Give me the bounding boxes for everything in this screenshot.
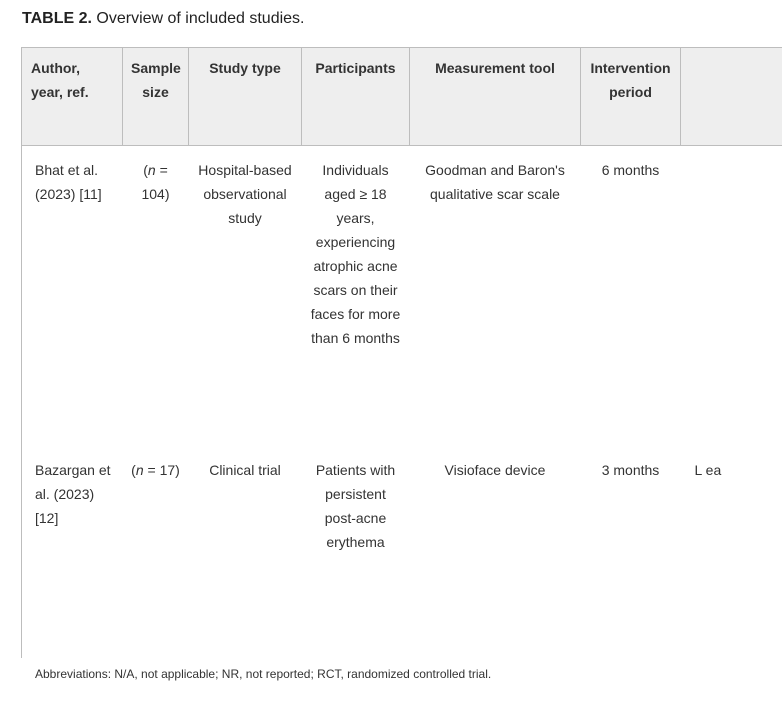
table-row	[22, 446, 782, 658]
cell-measurement-tool: Goodman and Baron's qualitative scar scale	[425, 162, 565, 202]
table-title: Overview of included studies.	[96, 10, 305, 27]
cell-study-type: Clinical trial	[209, 462, 281, 478]
cell-sample-size: (n = 104)	[141, 162, 170, 202]
sample-value: = 17)	[143, 462, 180, 478]
sample-value: = 104)	[141, 162, 170, 202]
cell-author: Bhat et al. (2023) [11]	[22, 146, 123, 447]
cell-author: Bazargan et al. (2023) [12]	[22, 446, 123, 658]
table-scroll-container[interactable]	[21, 47, 722, 647]
table-footnote: Abbreviations: N/A, not applicable; NR, not reported; RCT, randomized controlled trial.	[35, 667, 492, 681]
table-caption	[22, 10, 305, 28]
table-header-row	[22, 48, 782, 146]
cell-intervention-period: 3 months	[601, 462, 660, 478]
table-label: TABLE 2.	[22, 10, 92, 27]
n-symbol: n	[147, 162, 156, 178]
cell-intervention-period: 6 months	[601, 162, 660, 178]
header-sample-size: Sample size	[123, 48, 189, 146]
header-study-type: Study type	[189, 48, 302, 146]
cell-participants: Individuals aged ≥ 18 years, experiencing atrophic acne scars on their faces for more than 6 months	[310, 162, 401, 346]
header-truncated	[681, 48, 782, 146]
cell-truncated	[681, 146, 782, 447]
studies-table	[21, 47, 782, 658]
header-participants: Participants	[302, 48, 410, 146]
cell-sample-size: (n = 17)	[131, 462, 180, 478]
cell-participants: Patients with persistent post-acne erythema	[315, 462, 396, 550]
table-row	[22, 146, 782, 447]
cell-measurement-tool: Visioface device	[444, 462, 546, 478]
cell-truncated: L ea	[694, 462, 722, 478]
cell-study-type: Hospital-based observational study	[198, 162, 292, 226]
header-author: Author, year, ref.	[22, 48, 123, 146]
n-symbol: n	[135, 462, 144, 478]
header-intervention-period: Intervention period	[581, 48, 681, 146]
header-measurement-tool: Measurement tool	[410, 48, 581, 146]
